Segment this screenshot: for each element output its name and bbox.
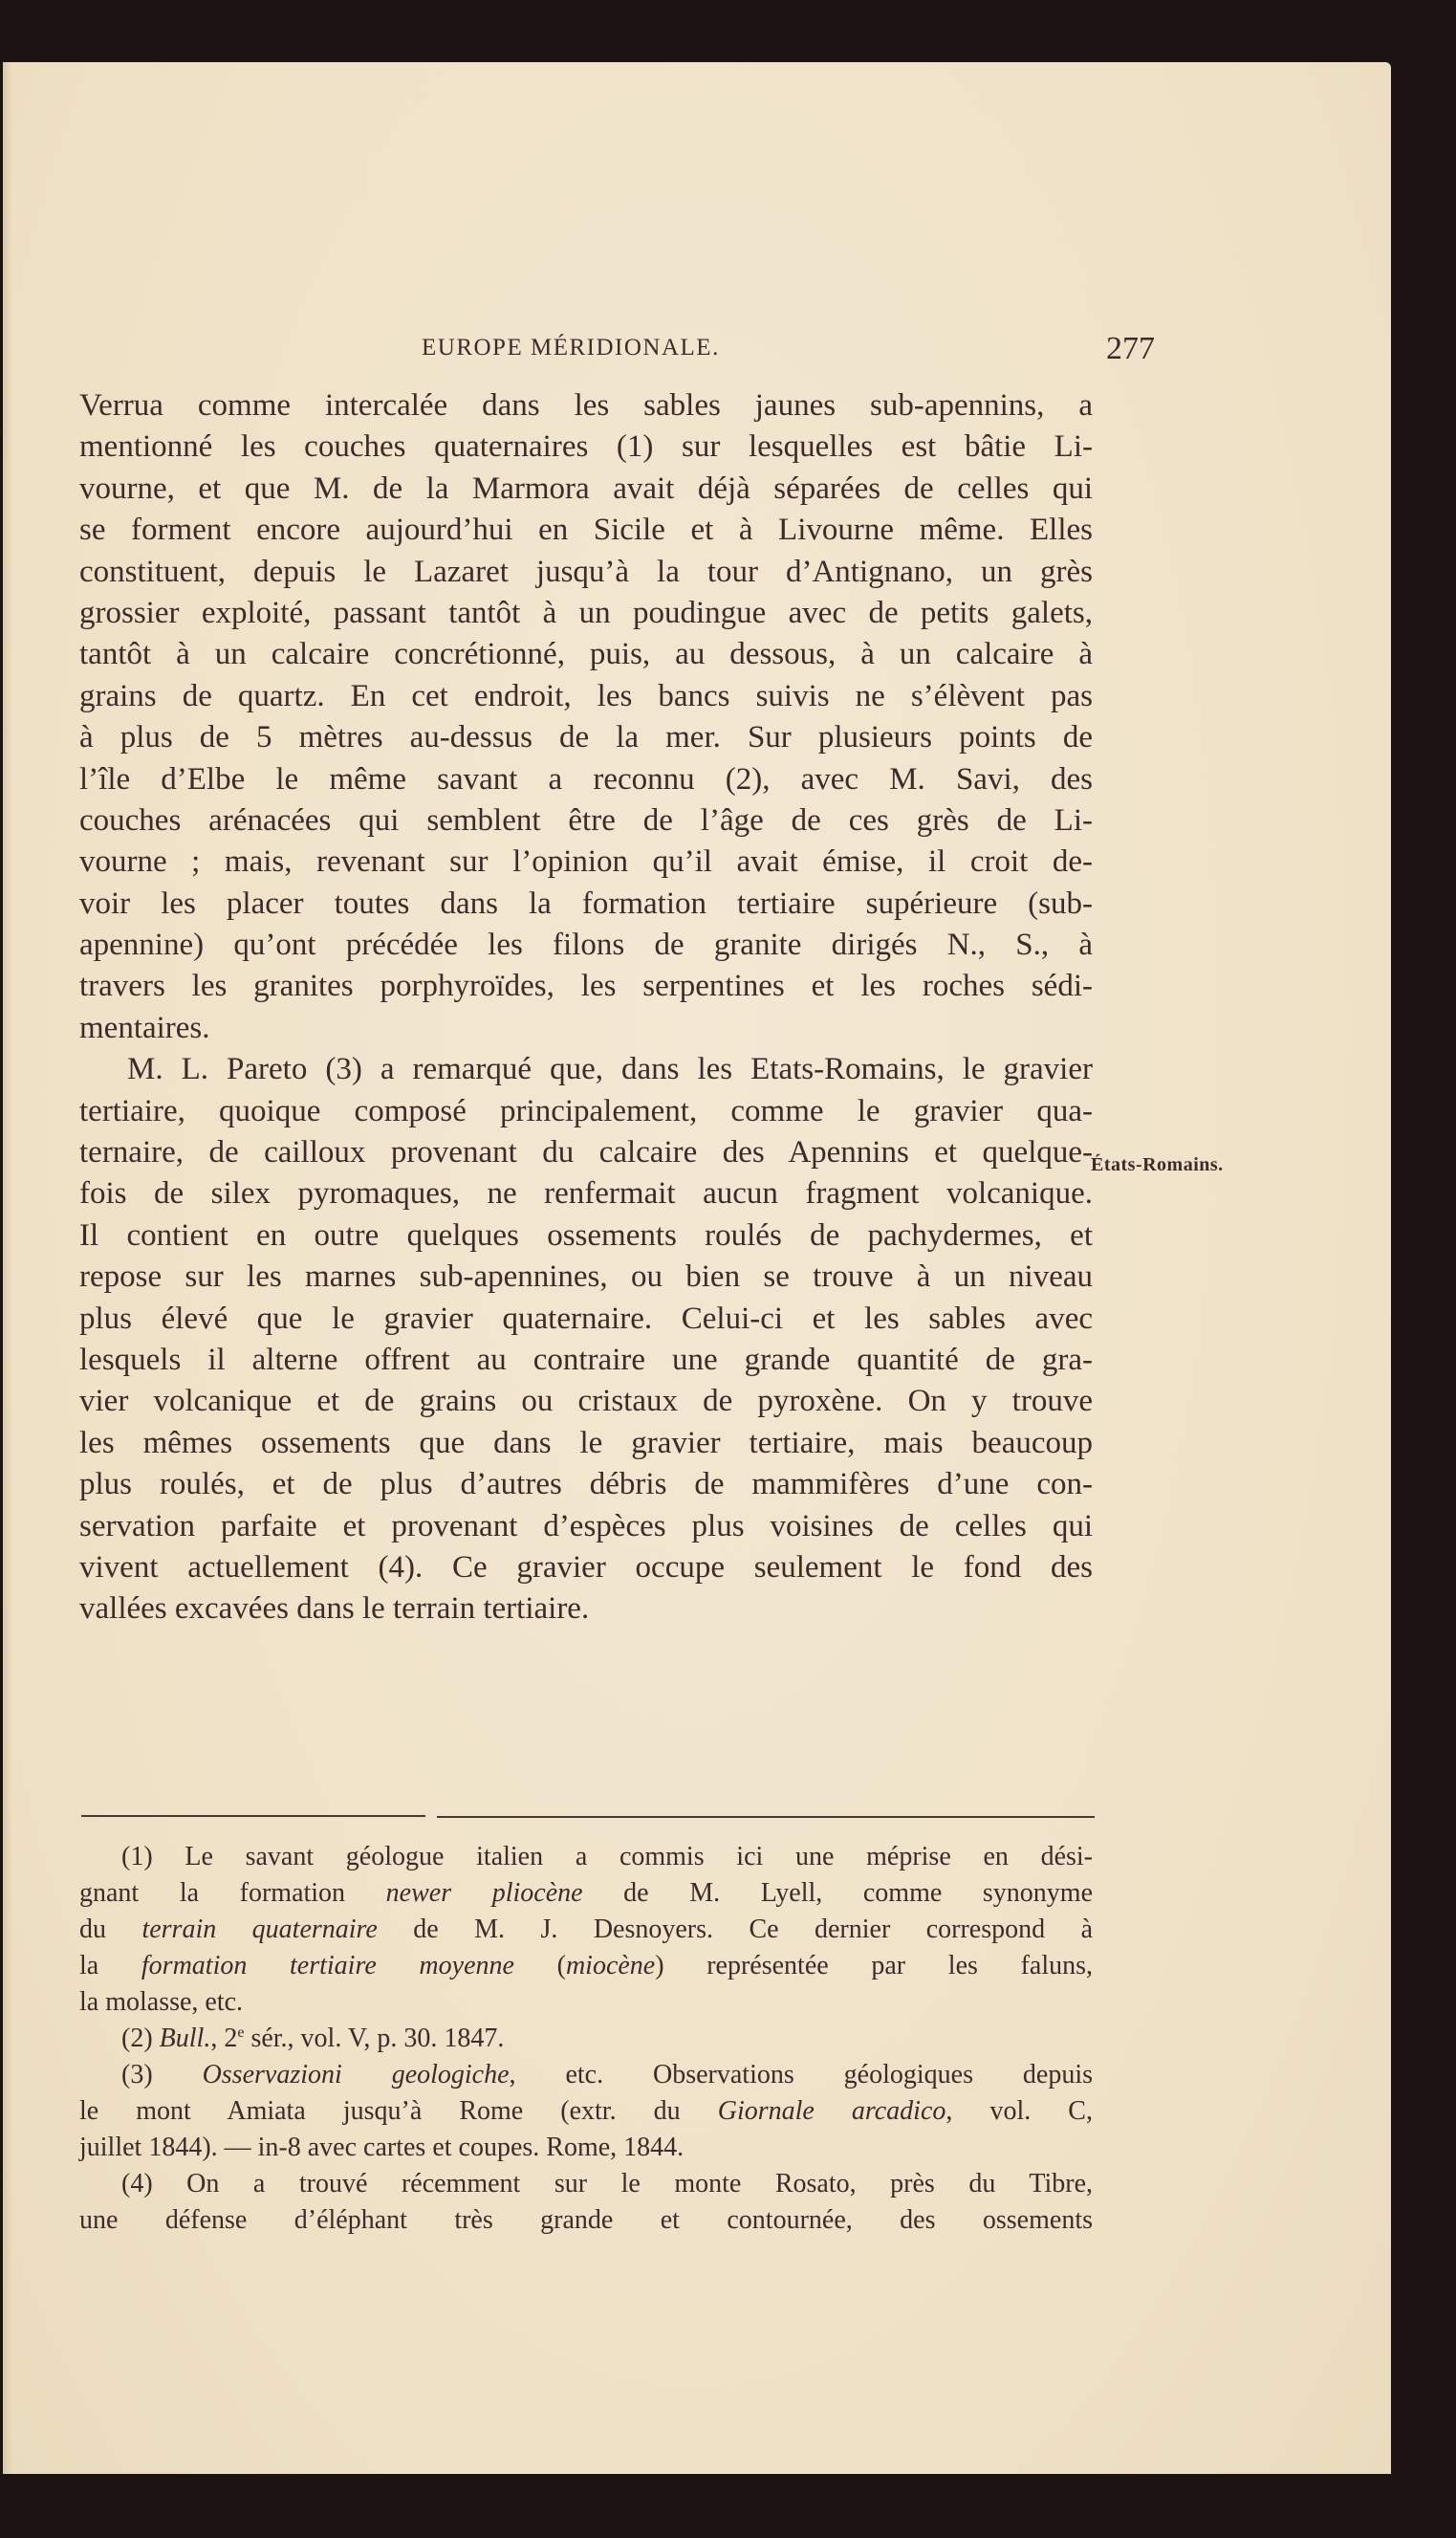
text-line: grossier exploité, passant tantôt à un poudingue avec de petits galets,: [79, 595, 1093, 630]
footnote-text: ) représentée par les faluns,: [655, 1951, 1093, 1980]
footnote-3-line: [79, 2057, 1093, 2093]
footnote-text: le mont Amiata jusqu’à Rome (extr. du: [79, 2096, 718, 2126]
margin-note: États-Romains.: [1091, 1154, 1224, 1175]
text-line: fois de silex pyromaques, ne renfermait aucun fragment volcanique.: [79, 1176, 1093, 1212]
footnote-1-line: la molasse, etc.: [79, 1987, 244, 2017]
superscript: e: [237, 2024, 245, 2041]
text-line: Il contient en outre quelques ossements roulés de pachydermes, et: [79, 1217, 1093, 1253]
running-head-title: EUROPE MÉRIDIONALE.: [422, 335, 720, 361]
text-line: se forment encore aujourd’hui en Sicile et à Livourne même. Elles: [79, 513, 1093, 548]
text-line: plus élevé que le gravier quaternaire. Celui-ci et les sables avec: [79, 1301, 1093, 1336]
text-line: mentaires.: [79, 1010, 210, 1045]
text-line: les mêmes ossements que dans le gravier tertiaire, mais beaucoup: [79, 1425, 1093, 1460]
body-text: [79, 385, 1093, 1630]
footnote-1-line: (1) Le savant géologue italien a commis ici une méprise en dési-: [121, 1842, 1093, 1871]
text-line: constituent, depuis le Lazaret jusqu’à la tour d’Antignano, un grès: [79, 554, 1093, 589]
footnote-italic: formation tertiaire moyenne: [141, 1951, 514, 1980]
text-line: tantôt à un calcaire concrétionné, puis, au dessous, à un calcaire à: [79, 637, 1093, 672]
footnote-text: , 2: [210, 2024, 238, 2053]
text-line: plus roulés, et de plus d’autres débris de mammifères d’une con-: [79, 1467, 1093, 1502]
text-line: à plus de 5 mètres au-dessus de la mer. Sur plusieurs points de: [79, 720, 1093, 755]
text-line: vourne, et que M. de la Marmora avait déjà séparées de celles qui: [79, 470, 1093, 506]
paragraph-start-line: M. L. Pareto (3) a remarqué que, dans les Etats-Romains, le gravier: [127, 1052, 1093, 1087]
footnote-3-line: [79, 2093, 1093, 2130]
footnote-text: (: [513, 1951, 566, 1980]
text-line: vivent actuellement (4). Ce gravier occupe seulement le fond des: [79, 1549, 1093, 1585]
text-line: apennine) qu’ont précédée les filons de granite dirigés N., S., à: [79, 928, 1093, 963]
book-page: [3, 62, 1391, 2474]
text-line: vallées excavées dans le terrain tertiaire.: [79, 1591, 590, 1627]
footnote-text: du: [79, 1914, 142, 1944]
footnote-italic: miocène: [565, 1951, 656, 1980]
text-line: vier volcanique et de grains ou cristaux de pyroxène. On y trouve: [79, 1384, 1093, 1419]
footnote-number: (2): [121, 2024, 160, 2053]
footnote-italic: terrain quaternaire: [141, 1914, 378, 1944]
footnote-text: de M. Lyell, comme synonyme: [582, 1878, 1094, 1908]
text-line: servation parfaite et provenant d’espèces plus voisines de celles qui: [79, 1508, 1093, 1543]
footnote-4-line: (4) On a trouvé récemment sur le monte Rosato, près du Tibre,: [121, 2169, 1093, 2199]
text-line: ternaire, de cailloux provenant du calcaire des Apennins et quelque-: [79, 1135, 1093, 1171]
text-line: lesquels il alterne offrent au contraire une grande quantité de gra-: [79, 1342, 1093, 1377]
separator-rule-right: [437, 1816, 1095, 1818]
footnote-1-line: [79, 1912, 1093, 1948]
separator-rule-left: [81, 1815, 425, 1817]
running-head: [385, 331, 1188, 373]
footnotes: [79, 1839, 1093, 2239]
footnote-text: , etc. Observations géologiques depuis: [509, 2060, 1093, 2089]
text-line: mentionné les couches quaternaires (1) sur lesquelles est bâtie Li-: [79, 429, 1093, 465]
text-line: couches arénacées qui semblent être de l’âge de ces grès de Li-: [79, 802, 1093, 838]
footnote-4-line: une défense d’éléphant très grande et contournée, des ossements: [79, 2205, 1093, 2235]
footnote-1-line: [79, 1875, 1093, 1912]
footnote-italic: newer pliocène: [385, 1878, 583, 1908]
footnote-text: la: [79, 1951, 141, 1980]
text-line: repose sur les marnes sub-apennines, ou bien se trouve à un niveau: [79, 1259, 1093, 1295]
page-number: 277: [1106, 331, 1155, 366]
footnote-number: (3): [121, 2060, 203, 2089]
footnote-italic: Bull.: [159, 2024, 211, 2053]
footnote-separator: [81, 1815, 1095, 1818]
footnote-text: de M. J. Desnoyers. Ce dernier correspond à: [377, 1914, 1093, 1944]
footnote-1-line: [79, 1948, 1093, 1984]
text-line: voir les placer toutes dans la formation tertiaire supérieure (sub-: [79, 886, 1093, 921]
footnote-3-line: juillet 1844). — in-8 avec cartes et coupes. Rome, 1844.: [79, 2133, 685, 2162]
footnote-text: gnant la formation: [79, 1878, 386, 1908]
footnote-text: , vol. C,: [945, 2096, 1093, 2126]
text-line: grains de quartz. En cet endroit, les bancs suivis ne s’élèvent pas: [79, 678, 1093, 713]
footnote-2: [79, 2021, 1093, 2057]
text-line: tertiaire, quoique composé principalement, comme le gravier qua-: [79, 1093, 1093, 1128]
text-line: Verrua comme intercalée dans les sables jaunes sub-apennins, a: [79, 388, 1093, 423]
footnote-text: sér., vol. V, p. 30. 1847.: [244, 2024, 505, 2053]
footnote-italic: Osservazioni geologiche: [202, 2060, 510, 2089]
footnote-italic: Giornale arcadico: [717, 2096, 946, 2126]
text-line: l’île d’Elbe le même savant a reconnu (2), avec M. Savi, des: [79, 761, 1093, 797]
text-line: vourne ; mais, revenant sur l’opinion qu’il avait émise, il croit de-: [79, 844, 1093, 880]
text-line: travers les granites porphyroïdes, les serpentines et les roches sédi-: [79, 969, 1093, 1004]
